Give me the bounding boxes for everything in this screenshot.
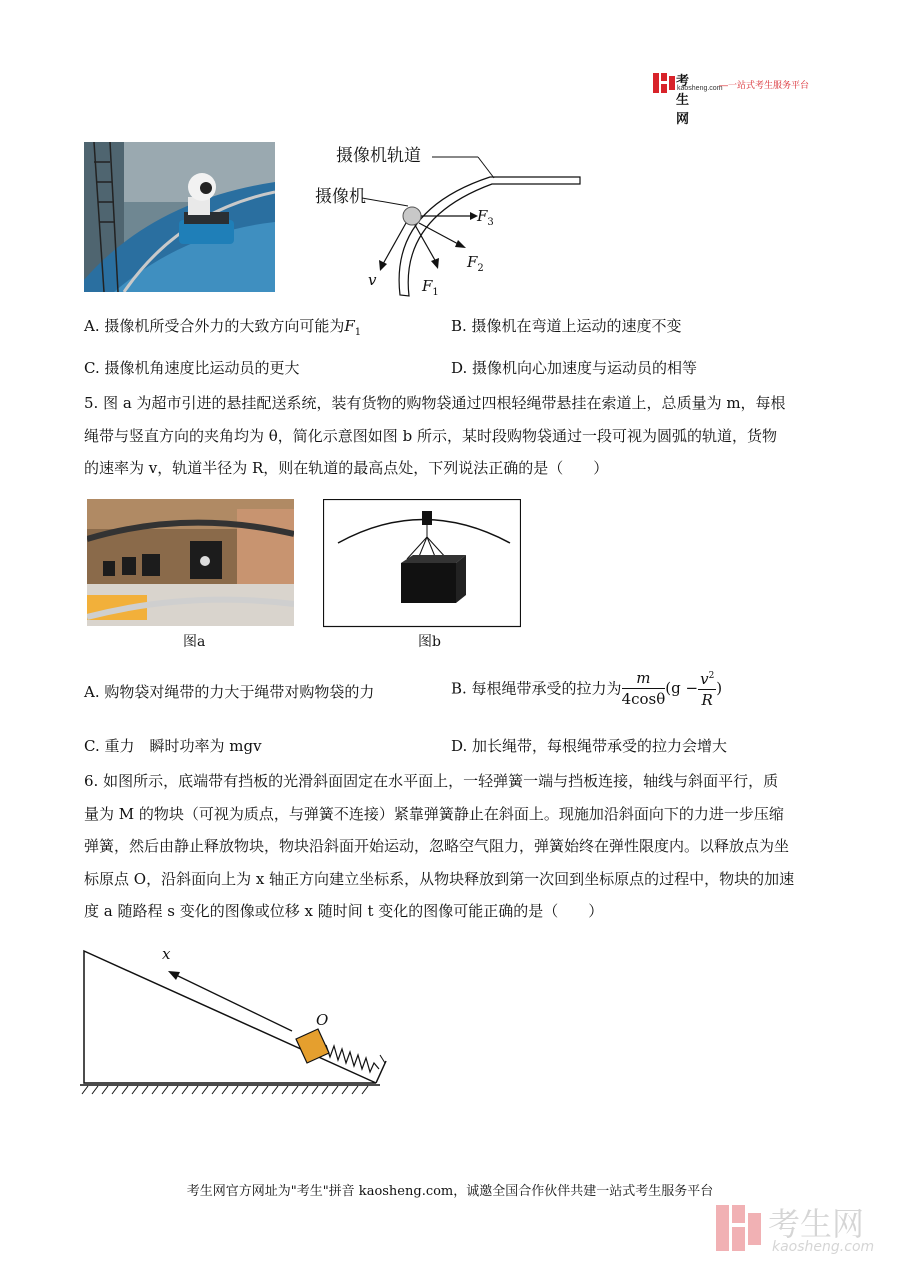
q6-line-5: 度 a 随路程 s 变化的图像或位移 x 随时间 t 变化的图像可能正确的是（ ） (84, 902, 604, 920)
logo-domain: kaosheng.com (677, 85, 723, 92)
q5-line-2: 绳带与竖直方向的夹角均为 θ，简化示意图如图 b 所示，某时段购物袋通过一段可视为圆弧的轨道，货物 (84, 426, 777, 445)
camera-ball (403, 207, 421, 225)
q4-option-a: A. 摄像机所受合外力的大致方向可能为$F_1$ (84, 317, 362, 338)
header-tagline: —一站式考生服务平台 (719, 80, 810, 90)
label-F1: $F_1$ (422, 277, 439, 298)
q5-option-d: D. 加长绳带，每根绳带承受的拉力会增大 (451, 737, 728, 755)
label-v: v (368, 271, 377, 289)
q6-line-2: 量为 M 的物块（可视为质点，与弹簧不连接）紧靠弹簧静止在斜面上。现施加沿斜面向下的力进一步压缩 (84, 804, 784, 823)
label-x-axis: x (162, 945, 171, 963)
camera-photo (84, 142, 275, 292)
label-F2: $F_2$ (467, 253, 484, 274)
watermark-domain: kaosheng.com (772, 1239, 875, 1255)
q5-option-b: B. 每根绳带承受的拉力为 $\frac{m}{4\cos\theta}$ (g − $\frac{v^2}{R}$ ) (451, 666, 722, 710)
label-origin-O: O (316, 1011, 329, 1029)
supermarket-photo (87, 499, 294, 626)
label-F3: $F_3$ (477, 207, 494, 228)
kaosheng-watermark (714, 1199, 884, 1259)
footer-text: 考生网官方网址为"考生"拼音 kaosheng.com，诚邀全国合作伙伴共建一站式考生服务平台 (186, 1184, 714, 1199)
q6-line-4: 标原点 O，沿斜面向上为 x 轴正方向建立坐标系，从物块释放到第一次回到坐标原点的过程中，物块的加速 (84, 869, 795, 888)
q6-line-1: 6. 如图所示，底端带有挡板的光滑斜面固定在水平面上，一轻弹簧一端与挡板连接，轴线与斜面平行，质 (84, 772, 779, 790)
baffle (376, 1061, 386, 1083)
label-camera: 摄像机 (315, 187, 366, 207)
shopping-bag-box (401, 563, 456, 603)
q5-option-c: C. 重力 瞬时功率为 mgv (84, 737, 262, 755)
logo-name: 考生网 (676, 73, 690, 126)
q5-line-1: 5. 图 a 为超市引进的悬挂配送系统，装有货物的购物袋通过四根轻绳带悬挂在索道上，总质量为 m，每根 (84, 394, 786, 412)
q6-line-3: 弹簧，然后由静止释放物块，物块沿斜面开始运动，忽略空气阻力，弹簧始终在弹性限度内。以释放点为坐 (84, 837, 790, 855)
caption-figure-a: 图a (183, 634, 206, 650)
q5-stem (84, 387, 824, 485)
q6-stem (84, 765, 824, 928)
label-camera-track: 摄像机轨道 (336, 146, 421, 166)
caption-figure-b: 图b (418, 634, 441, 650)
q5-line-3: 的速率为 v，轨道半径为 R，则在轨道的最高点处，下列说法正确的是（ ） (84, 459, 609, 477)
q4-option-d: D. 摄像机向心加速度与运动员的相等 (451, 359, 698, 377)
watermark-logo-icon (714, 1203, 764, 1253)
kaosheng-logo-icon (652, 72, 676, 94)
watermark-name: 考生网 (768, 1205, 865, 1243)
q4-option-c: C. 摄像机角速度比运动员的更大 (84, 359, 300, 377)
q4-option-b: B. 摄像机在弯道上运动的速度不变 (451, 317, 682, 335)
incline-plane (84, 951, 376, 1083)
incline-diagram (80, 945, 400, 1095)
figure-b-diagram (323, 499, 521, 628)
q5-option-a: A. 购物袋对绳带的力大于绳带对购物袋的力 (84, 683, 375, 701)
